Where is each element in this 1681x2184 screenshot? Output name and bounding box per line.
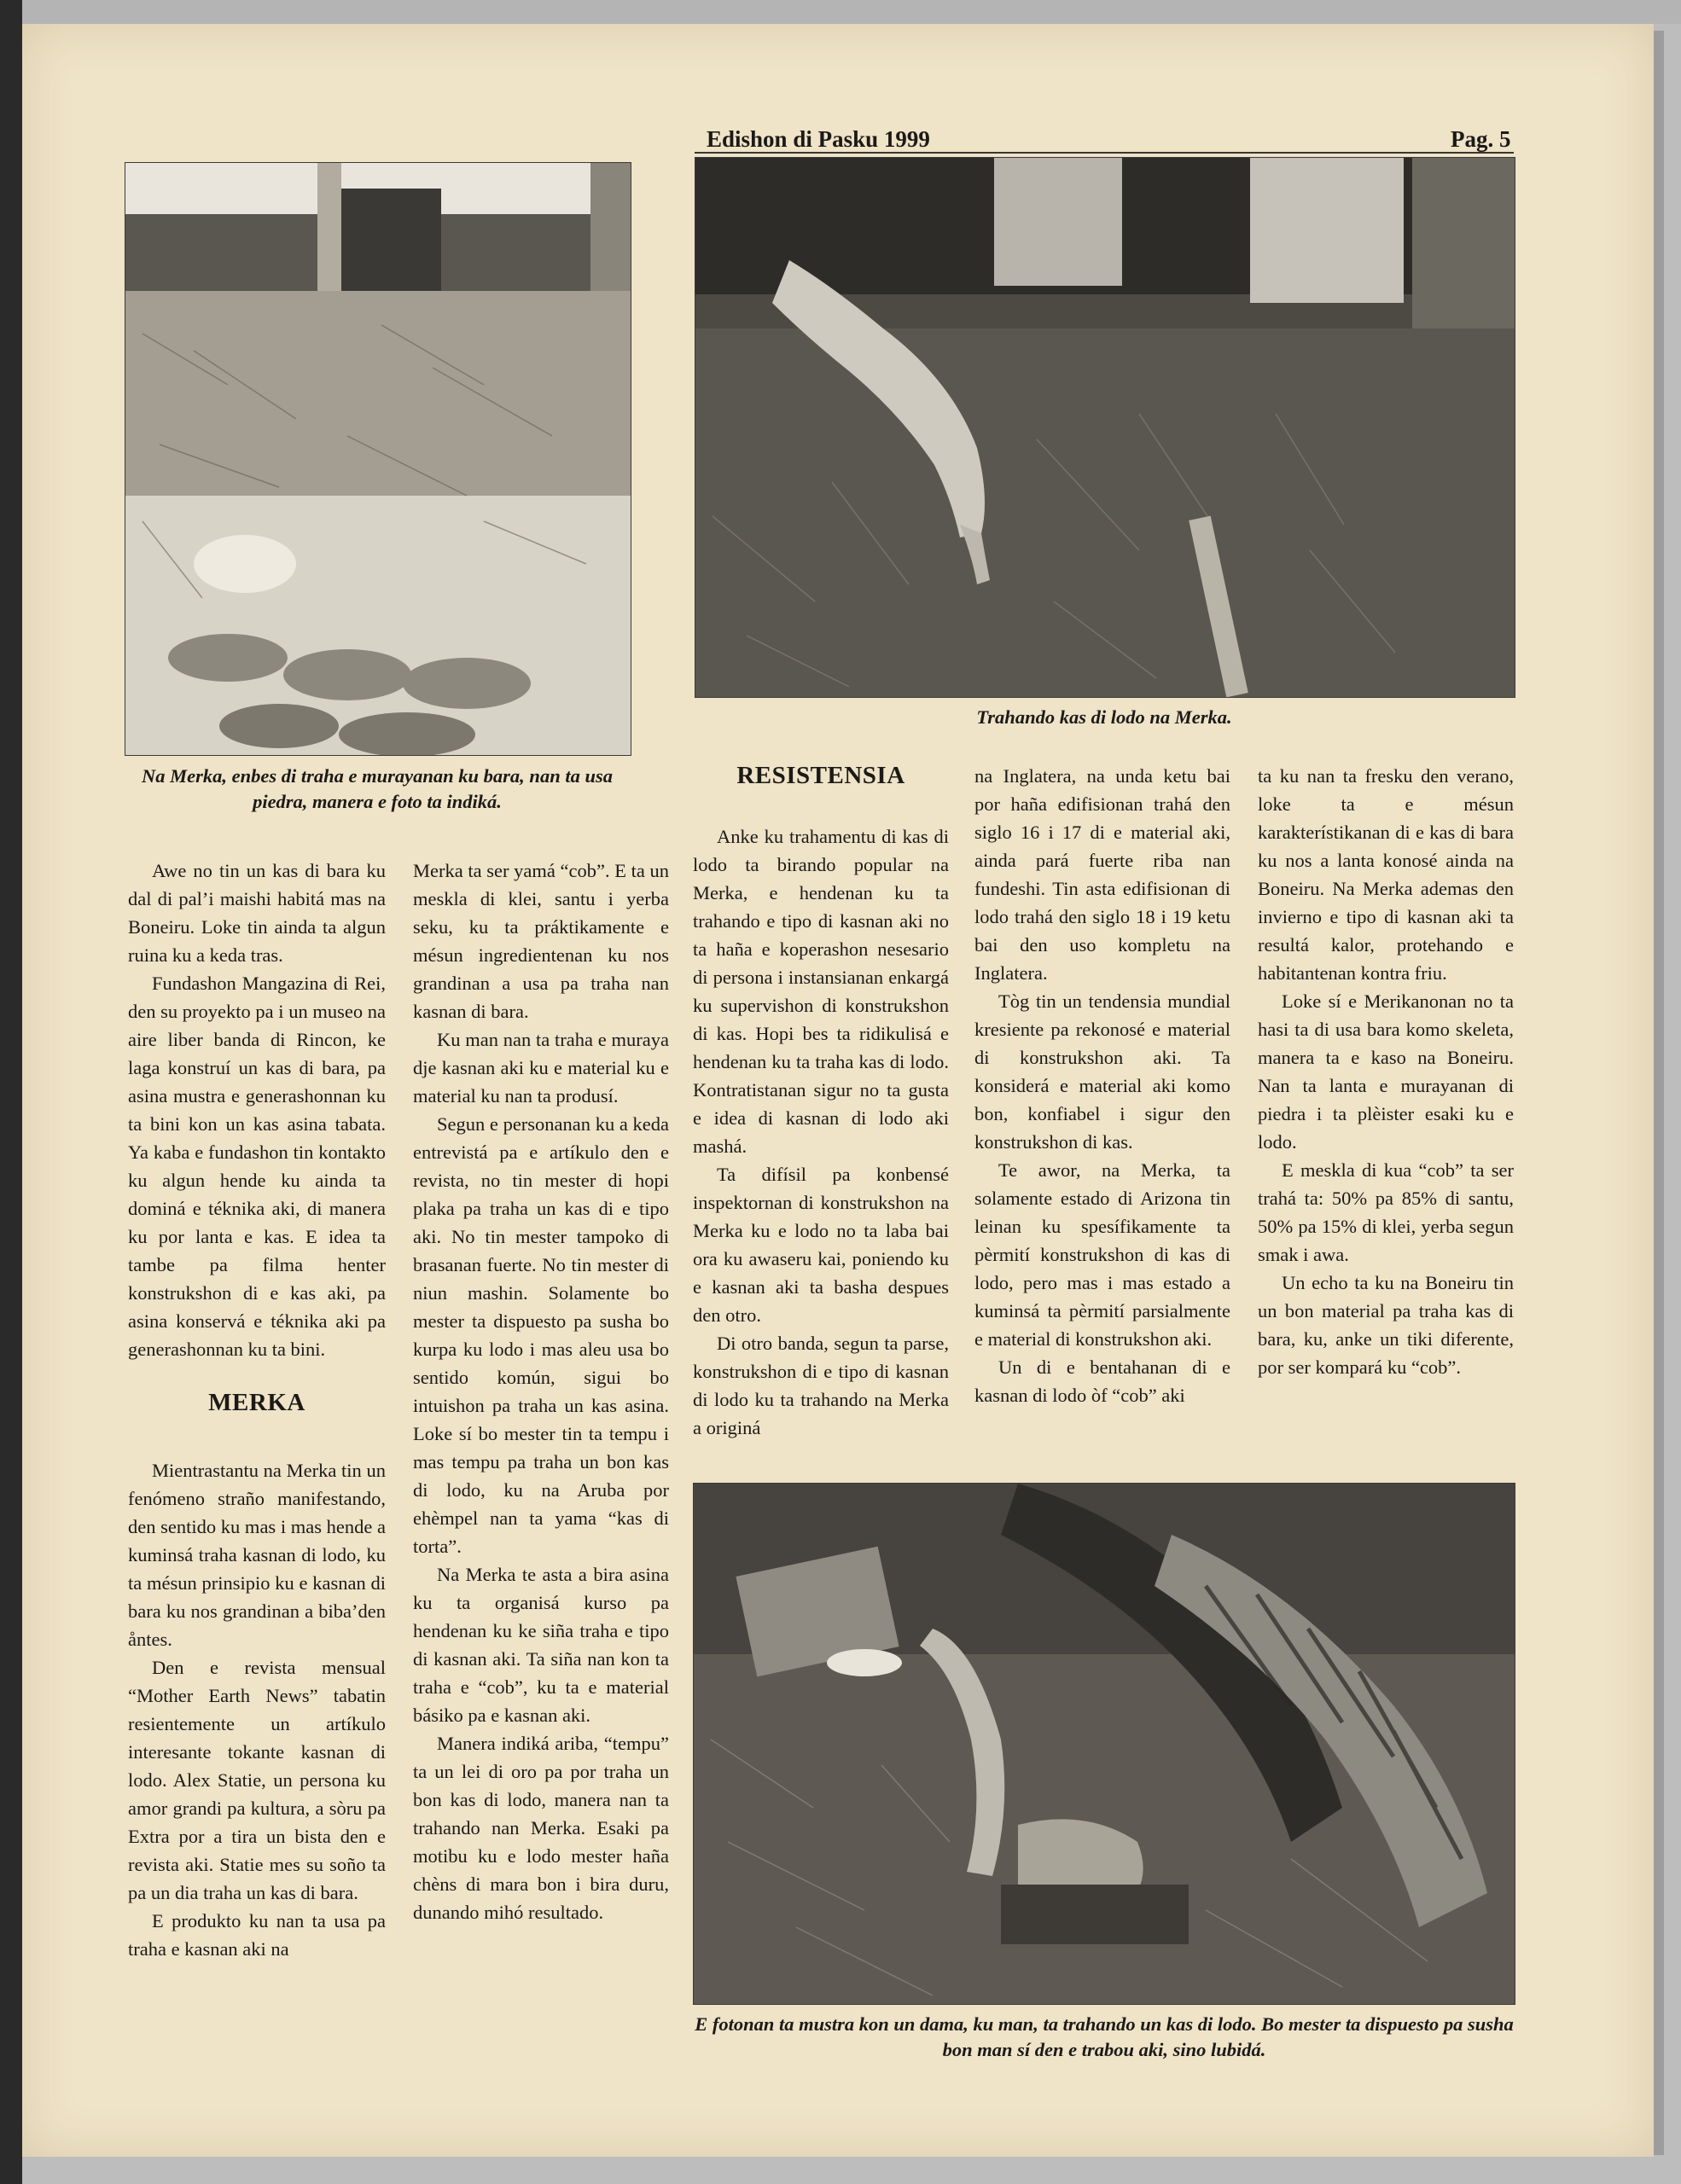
- heading-resistensia: RESISTENSIA: [736, 762, 905, 789]
- paragraph: Merka ta ser yamá “cob”. E ta un meskla di klei, santu i yerba seku, ku ta práktikamente e mésun ingredientenan ku nos grandinan a usa pa traha nan kasnan di bara.: [413, 860, 669, 1022]
- paragraph: Fundashon Mangazina di Rei, den su proyekto pa i un museo na aire liber banda di Rincon, ke laga konstruí un kas di bara, pa asina mustra e generashonnan ku ta bini kon un kas asina tabata. Ya kaba e fundashon tin kontakto ku algun hende ku ainda ta dominá e téknika aki, di manera ku por lanta e kas. E idea ta tambe pa filma henter konstrukshon di e kas aki, pa asina konservá e téknika aki pa generashonnan ku ta bini.: [128, 973, 386, 1360]
- paragraph: Di otro banda, segun ta parse, konstrukshon di e tipo di kasnan di lodo ku ta trahando na Merka a originá: [693, 1333, 949, 1438]
- paragraph: Mientrastantu na Merka tin un fenómeno straño manifestando, den sentido ku mas i mas hende a kuminsá traha kasnan di lodo, ku ta mésun prinsipio ku e kasnan di bara ku nos grandinan a biba’den åntes.: [128, 1460, 386, 1650]
- header-rule: [695, 152, 1514, 154]
- paragraph: Den e revista mensual “Mother Earth News” tabatin resientemente un artíkulo interesante tokante kasnan di lodo. Alex Statie, un persona ku amor grandi pa kultura, a sòru pa Extra por a tira un bista den e revista aki. Statie mes su soño ta pa un dia traha un kas di bara.: [128, 1657, 386, 1903]
- paragraph: Un di e bentahanan di e kasnan di lodo òf “cob” aki: [974, 1356, 1230, 1406]
- article-column-5: [1258, 762, 1514, 1381]
- photo-arm-in-straw: [695, 157, 1515, 698]
- scan-border-top: [0, 0, 1681, 24]
- paragraph: Te awor, na Merka, ta solamente estado di Arizona tin leinan ku spesífikamente ta pèrmití konstrukshon di kas di lodo, pero mas i mas estado a kuminsá ta pèrmití parsialmente e material di konstrukshon aki.: [974, 1159, 1230, 1350]
- paragraph: Tòg tin un tendensia mundial kresiente pa rekonosé e material di konstrukshon aki. Ta konsiderá e material aki komo bon, konfiabel i sigur den konstrukshon di kas.: [974, 990, 1230, 1153]
- page-shadow: [1654, 31, 1664, 2155]
- heading-merka: MERKA: [208, 1389, 305, 1416]
- paragraph: Un echo ta ku na Boneiru tin un bon material pa traha kas di bara, ku, anke un tiki diferente, por ser kompará ku “cob”.: [1258, 1272, 1514, 1378]
- photo-woman-making-mud-house: [693, 1483, 1515, 2005]
- caption-top-right: Trahando kas di lodo na Merka.: [976, 706, 1232, 728]
- paragraph: Awe no tin un kas di bara ku dal di pal’i maishi habitá mas na Boneiru. Loke tin ainda ta algun ruina ku a keda tras.: [128, 860, 386, 966]
- caption-bottom: E fotonan ta mustra kon un dama, ku man, ta trahando un kas di lodo. Bo mester ta dispuesto pa susha bon man sí den e trabou aki, sino lubidá.: [695, 2013, 1514, 2060]
- paragraph: Na Merka te asta a bira asina ku ta organisá kurso pa hendenan ku ke siña traha e tipo di kasnan aki. Ta siña nan kon ta traha e “cob”, ku ta e material básiko pa e kasnan aki.: [413, 1564, 669, 1726]
- photo-stone-wall-straw: [125, 162, 631, 756]
- caption-top-left: Na Merka, enbes di traha e murayanan ku bara, nan ta usa piedra, manera e foto ta indiká.: [142, 765, 613, 812]
- paragraph: Loke sí e Merikanonan no ta hasi ta di usa bara komo skeleta, manera ta e kaso na Boneiru. Nan ta lanta e murayanan di piedra i ta plèister esaki ku e lodo.: [1258, 990, 1514, 1153]
- paragraph: Anke ku trahamentu di kas di lodo ta birando popular na Merka, e hendenan ku ta trahando e tipo di kasnan aki no ta haña e koperashon nesesario di persona i instansianan enkargá ku supervishon di konstrukshon di kas. Hopi bes ta ridikulisá e hendenan ku ta traha kas di lodo. Kontratistanan sigur no ta gusta e idea di kasnan di lodo aki mashá.: [693, 826, 949, 1157]
- scan-border-left: [0, 0, 22, 2184]
- paragraph: Manera indiká ariba, “tempu” ta un lei di oro pa por traha un bon kas di lodo, manera nan ta trahando nan Merka. Esaki pa motibu ku e lodo mester haña chèns di mara bon i bira duru, dunando mihó resultado.: [413, 1733, 669, 1923]
- paragraph: E meskla di kua “cob” ta ser trahá ta: 50% pa 85% di santu, 50% pa 15% di klei, yerba segun smak i awa.: [1258, 1159, 1514, 1265]
- paragraph: Ta difísil pa konbensé inspektornan di konstrukshon na Merka ku e lodo no ta laba bai ora ku awaseru kai, poniendo ku e kasnan aki ta basha despues den otro.: [693, 1164, 949, 1326]
- paragraph: E produkto ku nan ta usa pa traha e kasnan aki na: [128, 1910, 386, 1960]
- paragraph: Ku man nan ta traha e muraya dje kasnan aki ku e material ku e material ku nan ta produsí.: [413, 1029, 669, 1107]
- edition-title: Edishon di Pasku 1999: [707, 126, 930, 152]
- paragraph: na Inglatera, na unda ketu bai por haña edifisionan trahá den siglo 16 i 17 di e material aki, ainda pará fuerte riba nan fundeshi. Tin asta edifisionan di lodo trahá den siglo 18 i 19 ketu bai den uso kompletu na Inglatera.: [974, 765, 1230, 984]
- article-column-2: [413, 857, 669, 1926]
- article-column-1: [128, 857, 386, 1963]
- article-column-3: [693, 762, 949, 1442]
- paragraph: Segun e personanan ku a keda entrevistá pa e artíkulo den e revista, no tin mester di hopi plaka pa traha un kas di e tipo aki. No tin mester tampoko di brasanan fuerte. No tin mester di niun mashin. Solamente bo mester ta dispuesto pa susha bo kurpa ku lodo i mas aleu usa bo sentido komún, sigui bo intuishon pa traha un kas asina. Loke sí bo mester tin ta tempu i mas tempu pa traha un bon kas di lodo, ku na Aruba por ehèmpel nan ta yama “kas di torta”.: [413, 1113, 669, 1557]
- paragraph: ta ku nan ta fresku den verano, loke ta e mésun karakterístikanan di e kas di bara ku nos a lanta konosé ainda na Boneiru. Na Merka ademas den invierno e tipo di kasnan aki ta resultá kalor, protehando e habitantenan kontra friu.: [1258, 765, 1514, 984]
- page-number: Pag. 5: [1451, 126, 1511, 152]
- article-column-4: [974, 762, 1230, 1409]
